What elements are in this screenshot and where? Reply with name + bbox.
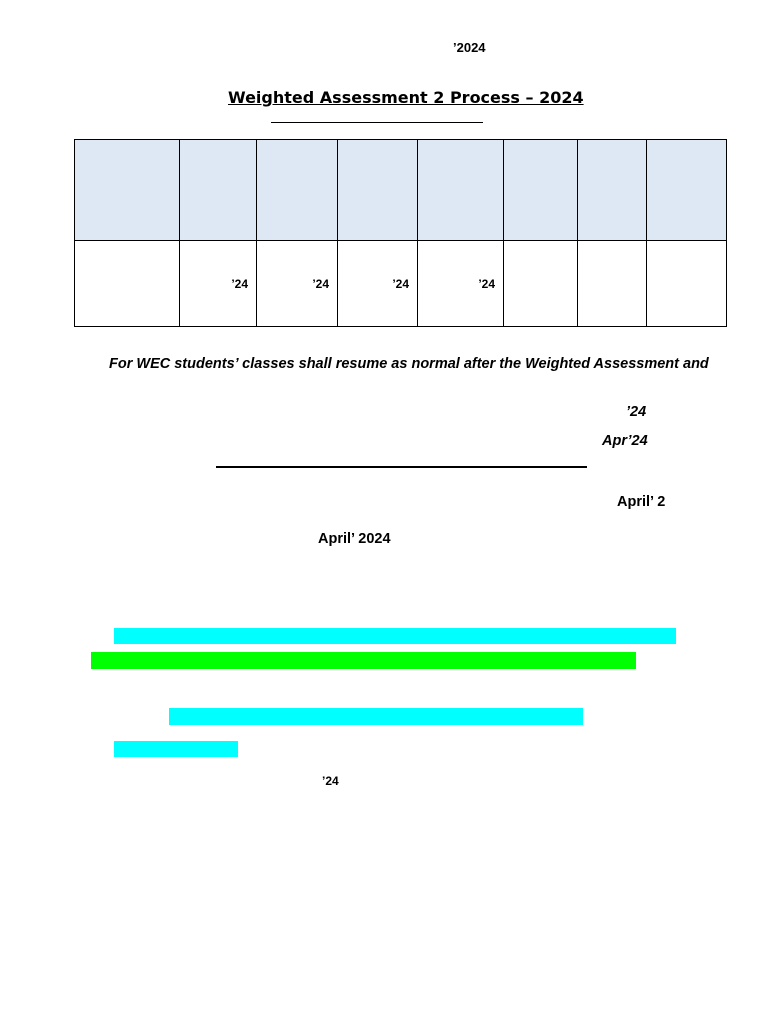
table-cell: ’24 bbox=[418, 241, 504, 327]
title-underline-rule bbox=[271, 122, 483, 123]
table-header-row bbox=[75, 140, 727, 241]
cyan-highlight-bar bbox=[169, 708, 583, 725]
table-header-cell bbox=[338, 140, 418, 241]
table-header-cell bbox=[504, 140, 578, 241]
table-header-cell bbox=[180, 140, 257, 241]
green-highlight-bar bbox=[91, 652, 636, 669]
date-fragment-24: ’24 bbox=[626, 404, 647, 420]
table-row bbox=[75, 241, 727, 327]
table-cell bbox=[647, 241, 727, 327]
date-fragment-apr24: Apr’24 bbox=[602, 433, 648, 449]
document-title: Weighted Assessment 2 Process – 2024 bbox=[228, 88, 584, 107]
year-mark: ’2024 bbox=[453, 40, 486, 55]
cyan-highlight-bar bbox=[114, 628, 676, 644]
schedule-table bbox=[74, 139, 727, 327]
table-header-cell bbox=[75, 140, 180, 241]
table-cell: ’24 bbox=[338, 241, 418, 327]
date-fragment-april-2: April’ 2 bbox=[617, 494, 666, 510]
cyan-highlight-bar bbox=[114, 741, 238, 757]
wec-resume-note: For WEC students’ classes shall resume as normal after the Weighted Assessment and bbox=[109, 356, 709, 372]
table-cell bbox=[75, 241, 180, 327]
table-cell: ’24 bbox=[257, 241, 338, 327]
date-fragment-april-2024: April’ 2024 bbox=[318, 531, 391, 547]
table-header-cell bbox=[578, 140, 647, 241]
table-cell bbox=[504, 241, 578, 327]
table-header-cell bbox=[647, 140, 727, 241]
signature-rule bbox=[216, 466, 587, 468]
table-header-cell bbox=[418, 140, 504, 241]
table-header-cell bbox=[257, 140, 338, 241]
table-cell bbox=[578, 241, 647, 327]
date-fragment-bottom-24: ’24 bbox=[322, 774, 339, 788]
table-cell: ’24 bbox=[180, 241, 257, 327]
